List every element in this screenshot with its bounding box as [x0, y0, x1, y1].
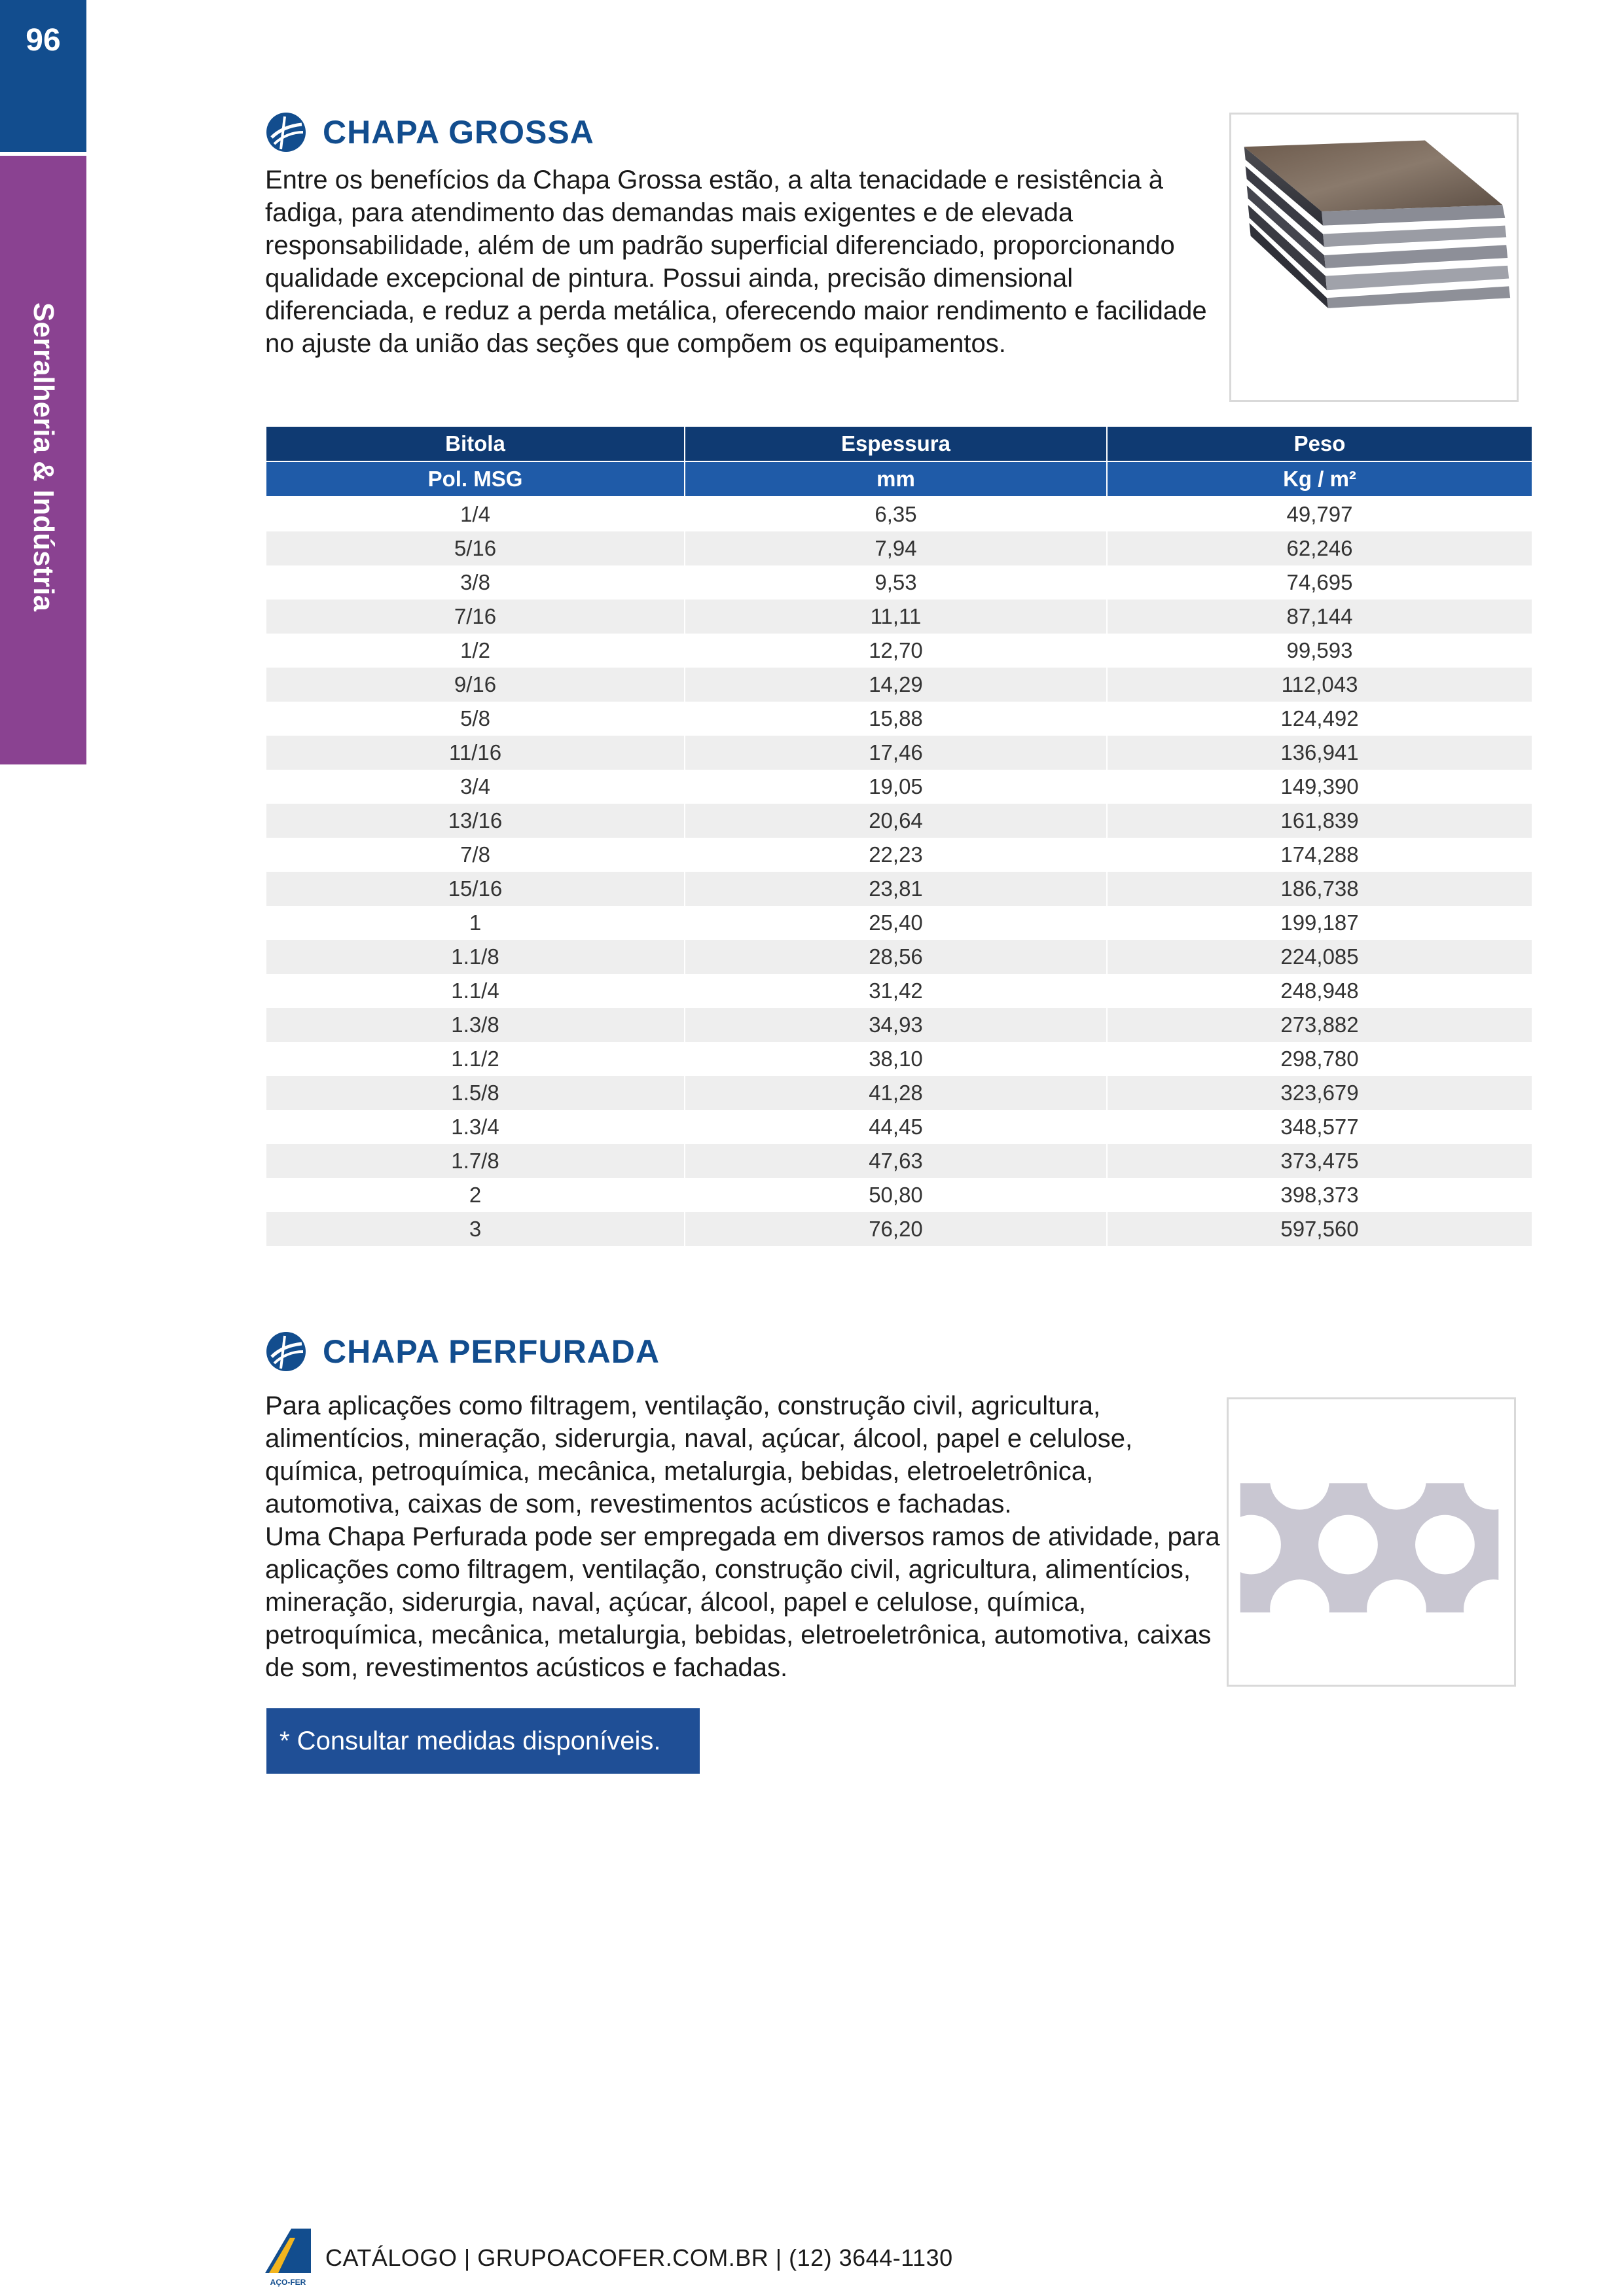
paragraph: Para aplicações como filtragem, ventilação, construção civil, agricultura, alimentícios, mineração, siderurgia, naval, açúcar, álcool, papel e celulose, química, petroquímica, mecânica, metalurgia, bebidas, eletroeletrônica, automotiva, caixas de som, revestimentos acústicos e fachadas.	[265, 1391, 1133, 1518]
section-description-chapa-grossa	[265, 164, 1214, 360]
table-row	[266, 974, 1532, 1008]
table-cell: 9,53	[685, 565, 1107, 600]
logo-text: AÇO-FER	[270, 2278, 306, 2287]
note-text: * Consultar medidas disponíveis.	[280, 1726, 661, 1755]
section-side-tab	[0, 156, 86, 764]
table-cell: 1.5/8	[266, 1076, 685, 1110]
table-row	[266, 906, 1532, 940]
section-heading-chapa-grossa	[265, 111, 594, 153]
table-cell: 186,738	[1107, 872, 1532, 906]
table-row	[266, 1008, 1532, 1042]
table-cell: 22,23	[685, 838, 1107, 872]
table-cell: 11,11	[685, 600, 1107, 634]
steel-plate-photo	[1229, 113, 1519, 402]
table-row	[266, 702, 1532, 736]
table-cell: 1.3/8	[266, 1008, 685, 1042]
table-cell: 25,40	[685, 906, 1107, 940]
table-cell: 124,492	[1107, 702, 1532, 736]
table-cell: 31,42	[685, 974, 1107, 1008]
table-row	[266, 1178, 1532, 1212]
steel-plate-stack-image	[1231, 115, 1517, 400]
perforated-plate-photo	[1227, 1397, 1516, 1687]
table-cell: 1/4	[266, 497, 685, 531]
table-cell: 2	[266, 1178, 685, 1212]
table-cell: 13/16	[266, 804, 685, 838]
table-subheader-row	[266, 461, 1532, 497]
table-cell: 161,839	[1107, 804, 1532, 838]
table-cell: 1.7/8	[266, 1144, 685, 1178]
table-cell: 3	[266, 1212, 685, 1246]
table-cell: 14,29	[685, 668, 1107, 702]
column-subheader: Kg / m²	[1107, 461, 1532, 497]
table-cell: 174,288	[1107, 838, 1532, 872]
table-cell: 38,10	[685, 1042, 1107, 1076]
column-header: Peso	[1107, 426, 1532, 461]
table-row	[266, 804, 1532, 838]
table-cell: 1	[266, 906, 685, 940]
table-cell: 12,70	[685, 634, 1107, 668]
column-subheader: Pol. MSG	[266, 461, 685, 497]
table-cell: 20,64	[685, 804, 1107, 838]
table-header-row	[266, 426, 1532, 461]
table-cell: 348,577	[1107, 1110, 1532, 1144]
table-row	[266, 1076, 1532, 1110]
table-cell: 9/16	[266, 668, 685, 702]
perforated-plate-image	[1229, 1399, 1514, 1685]
table-row	[266, 497, 1532, 531]
spec-table	[265, 425, 1533, 1246]
table-cell: 248,948	[1107, 974, 1532, 1008]
table-cell: 7/8	[266, 838, 685, 872]
section-heading-chapa-perfurada	[265, 1331, 660, 1372]
table-cell: 5/8	[266, 702, 685, 736]
section-side-tab-label: Serralheria & Indústria	[27, 302, 60, 611]
table-row	[266, 634, 1532, 668]
table-cell: 273,882	[1107, 1008, 1532, 1042]
availability-note	[266, 1708, 700, 1774]
column-subheader: mm	[685, 461, 1107, 497]
table-cell: 323,679	[1107, 1076, 1532, 1110]
table-cell: 1.1/2	[266, 1042, 685, 1076]
table-row	[266, 838, 1532, 872]
table-cell: 298,780	[1107, 1042, 1532, 1076]
table-cell: 50,80	[685, 1178, 1107, 1212]
table-row	[266, 1110, 1532, 1144]
table-cell: 136,941	[1107, 736, 1532, 770]
globe-logo-icon	[265, 111, 307, 153]
page-number-tab	[0, 0, 86, 152]
table-cell: 7/16	[266, 600, 685, 634]
table-cell: 87,144	[1107, 600, 1532, 634]
table-cell: 199,187	[1107, 906, 1532, 940]
table-cell: 5/16	[266, 531, 685, 565]
paragraph: Entre os benefícios da Chapa Grossa estão, a alta tenacidade e resistência à fadiga, para atendimento das demandas mais exigentes e de elevada responsabilidade, além de um padrão superficial diferenciado, proporcionando qualidade excepcional de pintura. Possui ainda, precisão dimensional diferenciada, e reduz a perda metálica, oferecendo maior rendimento e facilidade no ajuste da união das seções que compõem os equipamentos.	[265, 166, 1207, 358]
column-header: Espessura	[685, 426, 1107, 461]
table-cell: 1.1/8	[266, 940, 685, 974]
table-cell: 3/8	[266, 565, 685, 600]
table-row	[266, 531, 1532, 565]
table-cell: 19,05	[685, 770, 1107, 804]
table-cell: 44,45	[685, 1110, 1107, 1144]
section-description-chapa-perfurada	[265, 1390, 1221, 1684]
table-cell: 23,81	[685, 872, 1107, 906]
table-cell: 112,043	[1107, 668, 1532, 702]
table-cell: 1.1/4	[266, 974, 685, 1008]
table-cell: 11/16	[266, 736, 685, 770]
table-cell: 74,695	[1107, 565, 1532, 600]
table-cell: 224,085	[1107, 940, 1532, 974]
table-row	[266, 1212, 1532, 1246]
table-cell: 398,373	[1107, 1178, 1532, 1212]
table-cell: 62,246	[1107, 531, 1532, 565]
table-row	[266, 600, 1532, 634]
table-cell: 597,560	[1107, 1212, 1532, 1246]
table-row	[266, 1042, 1532, 1076]
footer-text: CATÁLOGO | GRUPOACOFER.COM.BR | (12) 3644-1130	[325, 2244, 953, 2271]
table-cell: 1.3/4	[266, 1110, 685, 1144]
column-header: Bitola	[266, 426, 685, 461]
table-cell: 15/16	[266, 872, 685, 906]
table-row	[266, 770, 1532, 804]
table-cell: 149,390	[1107, 770, 1532, 804]
table-row	[266, 1144, 1532, 1178]
table-cell: 49,797	[1107, 497, 1532, 531]
table-cell: 17,46	[685, 736, 1107, 770]
table-cell: 76,20	[685, 1212, 1107, 1246]
table-row	[266, 736, 1532, 770]
table-cell: 47,63	[685, 1144, 1107, 1178]
company-logo-icon	[265, 2229, 311, 2287]
table-row	[266, 565, 1532, 600]
paragraph: Uma Chapa Perfurada pode ser empregada em diversos ramos de atividade, para aplicações como filtragem, ventilação, construção civil, agricultura, alimentícios, mineração, siderurgia, naval, açúcar, álcool, papel e celulose, química, petroquímica, mecânica, metalurgia, bebidas, eletroeletrônica, automotiva, caixas de som, revestimentos acústicos e fachadas.	[265, 1522, 1220, 1682]
table-cell: 1/2	[266, 634, 685, 668]
table-row	[266, 668, 1532, 702]
table-cell: 28,56	[685, 940, 1107, 974]
table-cell: 15,88	[685, 702, 1107, 736]
table-cell: 99,593	[1107, 634, 1532, 668]
table-body	[266, 497, 1532, 1246]
page-footer	[265, 2229, 953, 2287]
section-title: CHAPA GROSSA	[323, 114, 594, 151]
page-number: 96	[26, 22, 61, 58]
table-cell: 34,93	[685, 1008, 1107, 1042]
table-cell: 373,475	[1107, 1144, 1532, 1178]
table-row	[266, 872, 1532, 906]
table-cell: 6,35	[685, 497, 1107, 531]
table-cell: 41,28	[685, 1076, 1107, 1110]
table-cell: 3/4	[266, 770, 685, 804]
table-cell: 7,94	[685, 531, 1107, 565]
section-title: CHAPA PERFURADA	[323, 1333, 660, 1370]
globe-logo-icon	[265, 1331, 307, 1372]
table-row	[266, 940, 1532, 974]
